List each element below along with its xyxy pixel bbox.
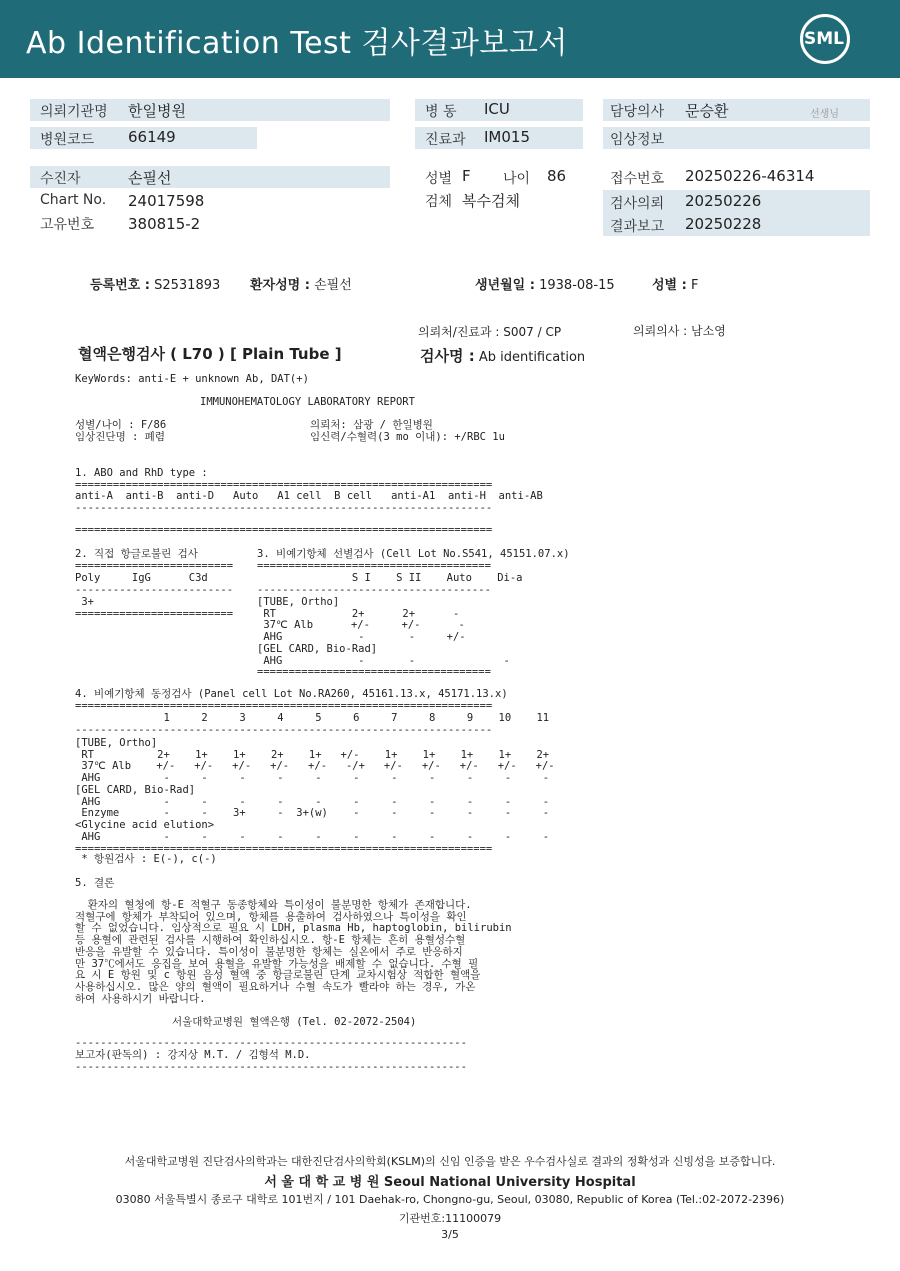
receipt-label: 접수번호: [610, 171, 665, 187]
antigen-test: * 항원검사 : E(-), c(-): [75, 853, 217, 865]
reporter: 보고자(판독의) : 강지상 M.T. / 김형석 M.D.: [75, 1049, 311, 1061]
chart-label: Chart No.: [40, 192, 107, 208]
hospital-address: 03080 서울특별시 종로구 대학로 101번지 / 101 Daehak-ro, Chongno-gu, Seoul, 03080, Republic of Korea (Tel.:02-2072-2396): [115, 1193, 785, 1206]
unique-value: 380815-2: [128, 215, 201, 233]
org-number: 기관번호:11100079: [398, 1212, 502, 1225]
abo-title: 1. ABO and RhD type :: [75, 467, 208, 479]
lab-report-scan: [60, 262, 840, 1092]
doctor-label: 담당의사: [610, 104, 665, 120]
dat-header: Poly IgG C3d: [75, 572, 208, 584]
conclusion-title: 5. 결론: [75, 877, 115, 889]
dat-dashes: -------------------------: [75, 584, 234, 596]
ward-value: ICU: [484, 100, 510, 118]
panel-dashes: ------------------------------------------------------------------: [75, 724, 493, 736]
patient-label: 수진자: [40, 171, 81, 187]
birth-date: 생년월일 : 1938-08-15: [475, 278, 615, 293]
age-label: 나이: [503, 171, 531, 187]
age-value: 86: [547, 167, 567, 185]
unique-label: 고유번호: [40, 217, 95, 233]
certification-note: 서울대학교병원 진단검사의학과는 대한진단검사의학회(KSLM)의 신임 인증을 받은 우수검사실로 결과의 정확성과 신빙성을 보증합니다.: [124, 1155, 776, 1168]
conclusion-body: 환자의 혈청에 항-E 적혈구 동종항체와 특이성이 불분명한 항체가 존재합니다. 적혈구에 항체가 부착되어 있으며, 항체를 용출하여 검사하였으나 특이성을 확인 할 수 없었습니다. 임상적으로 필요 시 LDH, plasma Hb, haptoglobin, bilirubin 등 용혈에 관련된 검사를 시행하여 확인하십시오. 항-E 항체는 흔히 용혈성수혈 반응을 유발할 수 있습니다. 특이성이 불분명한 항체는 실온에서 주로 반응하지 만 37℃에서도 응집을 보여 용혈을 유발할 가능성을 배제할 수 없습니다. 수혈 필 요 시 E 항원 및 c 항원 음성 혈액 중 항글로불린 단계 교차시험상 적합한 혈액을 사용하십시오. 많은 양의 혈액이 필요하거나 수혈 속도가 빨라야 하는 경우, 가온 하여 사용하시기 바랍니다.: [75, 899, 512, 1005]
dept-label: 진료과: [425, 132, 466, 148]
clinical-label: 임상정보: [610, 132, 665, 148]
doctor-suffix: 선생님: [810, 109, 839, 120]
ward-label: 병 동: [425, 104, 457, 120]
pregnancy-history: 임신력/수혈력(3 mo 이내): +/RBC 1u: [310, 431, 505, 443]
report-header: [0, 0, 900, 78]
patient-value: 손필선: [128, 169, 172, 187]
referring-doctor: 의뢰의사 : 남소영: [633, 324, 726, 338]
screen-results: [TUBE, Ortho] RT 2+ 2+ - 37℃ Alb +/- +/- - AHG - - +/- [GEL CARD, Bio-Rad] AHG - - -: [257, 596, 510, 667]
abo-dashes: ------------------------------------------------------------------: [75, 502, 493, 514]
screen-dashes: -------------------------------------: [257, 584, 491, 596]
logo-text: SML: [804, 29, 844, 49]
scan-sex: 성별 : F: [652, 278, 699, 293]
end-dashes: --------------------------------------------------------------: [75, 1037, 467, 1049]
dept-value: IM015: [484, 128, 530, 146]
report-subtitle: IMMUNOHEMATOLOGY LABORATORY REPORT: [200, 396, 415, 408]
panel-end-rule: ==================================================================: [75, 843, 493, 855]
sml-logo: [798, 12, 850, 64]
dat-values: 3+: [75, 596, 94, 608]
institution-label: 의뢰기관명: [40, 104, 108, 120]
page-number: 3/5: [441, 1228, 459, 1241]
institution-value: 한일병원: [128, 102, 186, 120]
report-value: 20250228: [685, 215, 762, 233]
screen-end-rule: =====================================: [257, 666, 491, 678]
screen-rule: =====================================: [257, 560, 491, 572]
hospital-code-label: 병원코드: [40, 132, 95, 148]
request-label: 검사의뢰: [610, 196, 665, 212]
dat-end-rule: =========================: [75, 608, 234, 620]
panel-rule: ==================================================================: [75, 700, 493, 712]
specimen-value: 복수검체: [462, 192, 520, 210]
doctor-value: 문승환: [685, 102, 729, 120]
keywords: KeyWords: anti-E + unknown Ab, DAT(+): [75, 373, 309, 385]
hospital-name: 서 울 대 학 교 병 원 Seoul National University Hospital: [264, 1175, 636, 1190]
report-title: Ab Identification Test 검사결과보고서: [26, 26, 568, 61]
request-value: 20250226: [685, 192, 762, 210]
panel-results: [TUBE, Ortho] RT 2+ 1+ 1+ 2+ 1+ +/- 1+ 1+ 1+ 1+ 2+ 37℃ Alb +/- +/- +/- +/- +/- -/+ +/- +/- +/- +/- +/- AHG - - - - - - - - - - - [GEL CARD, Bio-Rad] AHG - - - - - - - - - - - Enzyme - - 3+ - 3+(w) - - - - - - <Glycine acid elution> AHG - - - - - - - - - - -: [75, 737, 555, 843]
dat-rule: =========================: [75, 560, 234, 572]
client: 의뢰처: 삼광 / 한일병원: [310, 419, 433, 431]
screen-header: S I S II Auto Di-a: [257, 572, 523, 584]
hospital-code-value: 66149: [128, 128, 176, 146]
panel-header: 1 2 3 4 5 6 7 8 9 10 11: [75, 712, 550, 724]
sex-label: 성별: [425, 171, 453, 187]
specimen-label: 검체: [425, 194, 453, 210]
patient-name: 환자성명 : 손필선: [250, 278, 352, 293]
sex-age: 성별/나이 : F/86: [75, 419, 167, 431]
chart-value: 24017598: [128, 192, 205, 210]
dat-title: 2. 직접 항글로불린 검사: [75, 548, 198, 560]
referrer: 의뢰처/진료과 : S007 / CP: [418, 325, 562, 339]
end-dashes-2: --------------------------------------------------------------: [75, 1061, 467, 1073]
sex-value: F: [462, 167, 471, 185]
test-name: 검사명 : Ab identification: [420, 347, 586, 365]
patient-bar: [30, 166, 390, 188]
report-label: 결과보고: [610, 219, 665, 235]
diagnosis: 임상진단명 : 폐렴: [75, 431, 165, 443]
abo-header: anti-A anti-B anti-D Auto A1 cell B cell anti-A1 anti-H anti-AB: [75, 490, 543, 502]
abo-end-rule: ==================================================================: [75, 524, 493, 536]
receipt-value: 20250226-46314: [685, 167, 815, 185]
panel-title: 4. 비예기항체 동정검사 (Panel cell Lot No.RA260, 45161.13.x, 45171.13.x): [75, 688, 508, 700]
screen-title: 3. 비예기항체 선별검사 (Cell Lot No.S541, 45151.07.x): [257, 548, 570, 560]
test-group: 혈액은행검사 ( L70 ) [ Plain Tube ]: [78, 345, 342, 363]
bloodbank-contact: 서울대학교병원 혈액은행 (Tel. 02-2072-2504): [172, 1016, 417, 1028]
abo-rule: ==================================================================: [75, 479, 493, 491]
reg-no: 등록번호 : S2531893: [90, 278, 221, 293]
